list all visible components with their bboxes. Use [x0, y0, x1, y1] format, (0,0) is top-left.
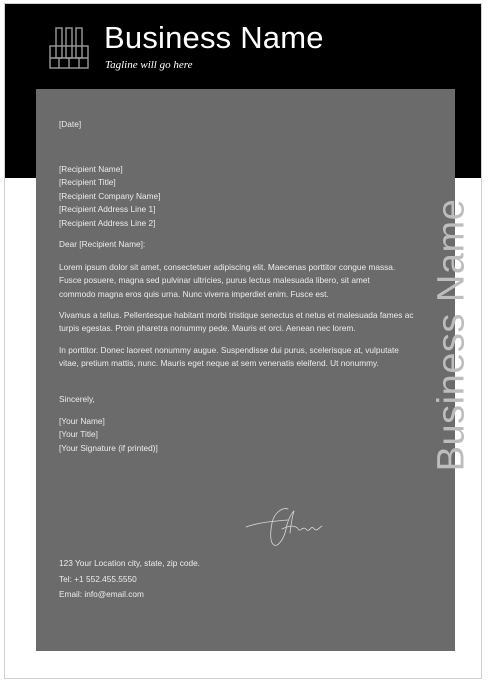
- footer-address: 123 Your Location city, state, zip code.: [59, 558, 200, 568]
- recipient-address-line-1: [Recipient Address Line 1]: [59, 204, 156, 215]
- recipient-name: [Recipient Name]: [59, 164, 123, 174]
- sender-block: [59, 415, 158, 455]
- sender-title: [Your Title]: [59, 429, 98, 440]
- letter-date: [Date]: [59, 119, 82, 129]
- tagline: Tagline will go here: [105, 59, 193, 71]
- sender-signature-printed: [Your Signature (if printed)]: [59, 442, 158, 453]
- handwritten-signature: [244, 503, 324, 549]
- recipient-company: [Recipient Company Name]: [59, 190, 161, 201]
- business-name-heading: Business Name: [104, 20, 324, 55]
- footer-email: Email: info@email.com: [59, 589, 144, 600]
- recipient-address-line-2: [Recipient Address Line 2]: [59, 217, 156, 228]
- body-paragraph-1: Lorem ipsum dolor sit amet, consectetuer adipiscing elit. Maecenas porttitor congue massa. Fusce posuere, magna sed pulvinar ultricies, purus lectus malesuada libero, sit amet commodo magna eros quis urna. Nunc viverra imperdiet enim. Fusce est.: [59, 262, 396, 299]
- footer-tel: Tel: +1 552.455.5550: [59, 573, 137, 584]
- recipient-title: [Recipient Title]: [59, 177, 116, 188]
- closing: Sincerely,: [59, 394, 95, 404]
- vertical-business-name: Business Name: [430, 198, 473, 472]
- sender-name: [Your Name]: [59, 416, 105, 426]
- factory-icon: [48, 26, 90, 70]
- salutation: Dear [Recipient Name]:: [59, 239, 146, 249]
- body-paragraph-3: In porttitor. Donec laoreet nonummy augue. Suspendisse dui purus, scelerisque at, vulputate vitae, pretium mattis, nunc. Mauris eget neque at sem venenatis eleifend. Ut nonummy.: [59, 345, 399, 369]
- contact-footer: [59, 556, 200, 603]
- body-paragraph-2: Vivamus a tellus. Pellentesque habitant morbi tristique senectus et netus et malesuada fames ac turpis egestas. Proin pharetra nonummy pede. Mauris et orci. Aenean nec lorem.: [59, 310, 414, 334]
- recipient-block: [59, 163, 160, 230]
